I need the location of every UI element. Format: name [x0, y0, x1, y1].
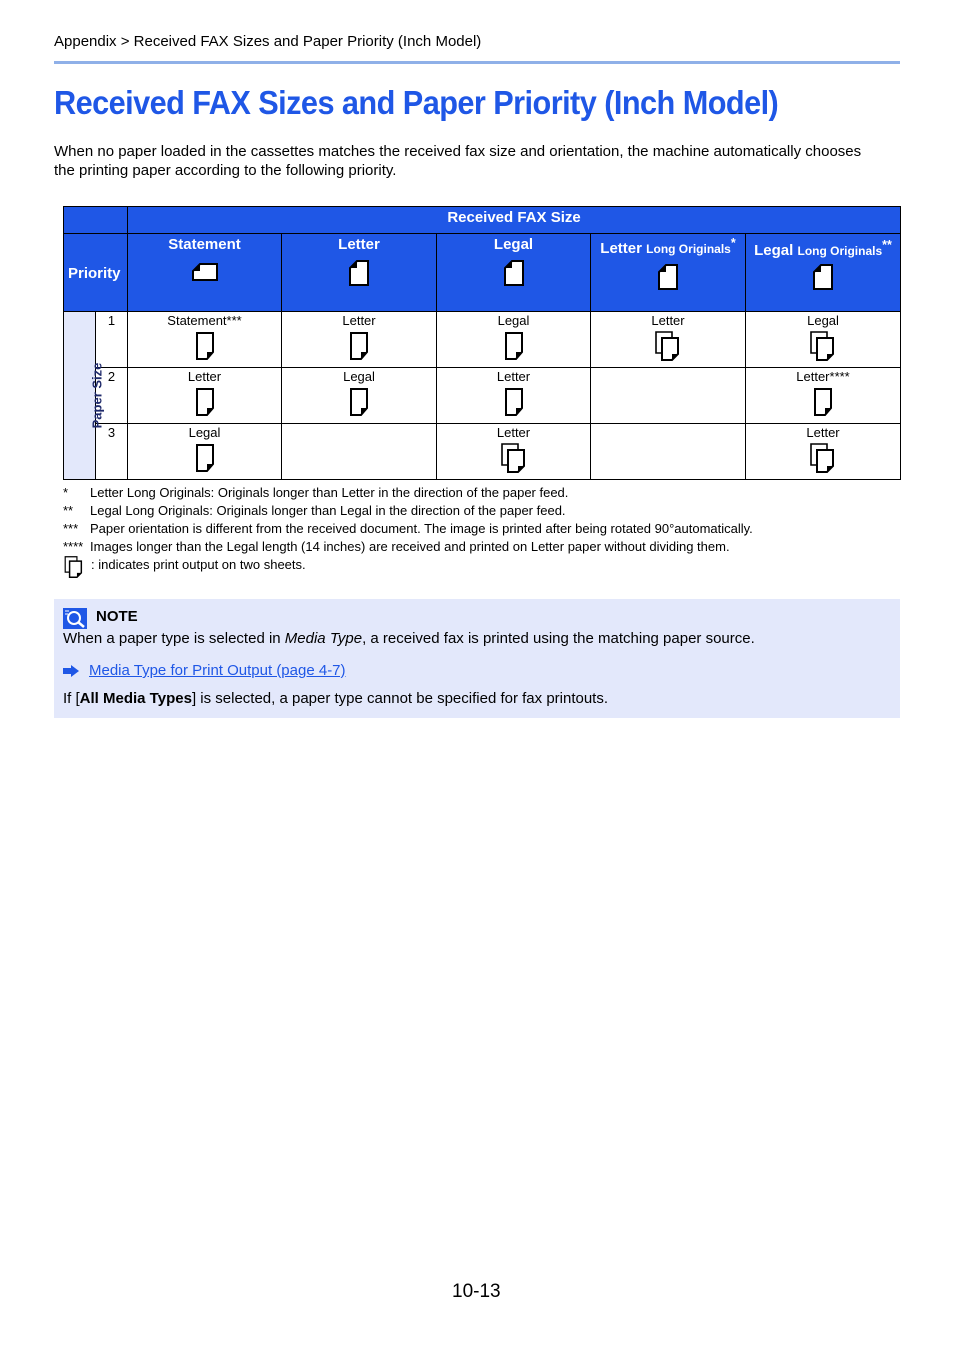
media-type-link[interactable]: Media Type for Print Output (page 4-7)	[89, 662, 346, 679]
table-cell-empty	[282, 424, 437, 480]
col-header-letter	[282, 234, 437, 312]
col-header-label: Legal Long Originals**	[754, 238, 892, 259]
footnote: **** Images longer than the Legal length (14 inches) are received and printed on Letter paper without dividing them.	[63, 539, 730, 554]
two-sheets-icon	[654, 331, 682, 361]
table-cell: Legal	[437, 312, 591, 368]
single-sheet-icon	[345, 387, 373, 417]
page-number: 10-13	[452, 1281, 501, 1302]
portrait-paper-icon	[501, 259, 527, 287]
single-sheet-icon	[191, 443, 219, 473]
single-sheet-icon	[191, 387, 219, 417]
landscape-paper-icon	[190, 261, 220, 283]
footnotes	[63, 484, 753, 583]
single-sheet-icon	[500, 331, 528, 361]
table-corner	[64, 207, 128, 234]
footnote: *** Paper orientation is different from the received document. The image is printed after being rotated 90°automatically.	[63, 521, 753, 536]
portrait-paper-icon	[346, 259, 372, 287]
note-heading: NOTE	[96, 608, 138, 625]
col-header-statement	[128, 234, 282, 312]
col-header-label: Statement	[168, 236, 241, 253]
col-header-label: Letter Long Originals*	[600, 236, 736, 257]
table-row	[64, 368, 901, 424]
priority-header: Priority	[64, 234, 128, 312]
note-link-row	[63, 662, 346, 679]
col-header-letter-long	[591, 234, 746, 312]
page-title: Received FAX Sizes and Paper Priority (Inch Model)	[54, 84, 779, 121]
table-cell: Letter	[746, 424, 901, 480]
two-sheets-icon	[63, 556, 85, 578]
header-rule	[54, 61, 900, 64]
table-cell: Letter	[437, 424, 591, 480]
col-header-label: Letter	[338, 236, 380, 253]
table-cell: Statement***	[128, 312, 282, 368]
priority-table	[63, 206, 901, 480]
col-header-legal	[437, 234, 591, 312]
arrow-right-icon	[63, 665, 79, 677]
breadcrumb: Appendix > Received FAX Sizes and Paper Priority (Inch Model)	[54, 33, 482, 50]
table-cell: Letter****	[746, 368, 901, 424]
table-cell-empty	[591, 424, 746, 480]
received-fax-size-header: Received FAX Size	[128, 207, 901, 234]
col-header-legal-long	[746, 234, 901, 312]
portrait-paper-icon	[810, 263, 836, 291]
col-header-label: Legal	[493, 236, 534, 253]
two-sheet-legend: : indicates print output on two sheets.	[63, 556, 753, 583]
single-sheet-icon	[345, 331, 373, 361]
table-cell: Legal	[746, 312, 901, 368]
footnote: * Letter Long Originals: Originals longer than Letter in the direction of the paper feed.	[63, 485, 569, 500]
note-box	[54, 599, 900, 718]
footnote: ** Legal Long Originals: Originals longer than Legal in the direction of the paper feed.	[63, 503, 566, 518]
intro-paragraph: When no paper loaded in the cassettes matches the received fax size and orientation, the machine automatically chooses the printing paper according to the following priority.	[54, 143, 862, 179]
two-sheets-icon	[809, 331, 837, 361]
table-cell: Letter	[128, 368, 282, 424]
two-sheets-icon	[500, 443, 528, 473]
paper-size-side-label: Paper Size	[64, 312, 96, 480]
table-cell: Letter	[591, 312, 746, 368]
single-sheet-icon	[191, 331, 219, 361]
note-icon	[63, 608, 87, 629]
single-sheet-icon	[809, 387, 837, 417]
portrait-paper-icon	[655, 263, 681, 291]
priority-number: 2	[96, 368, 128, 424]
table-cell: Letter	[437, 368, 591, 424]
table-row	[64, 312, 901, 368]
priority-number: 3	[96, 424, 128, 480]
table-row	[64, 424, 901, 480]
table-cell: Letter	[282, 312, 437, 368]
table-cell-empty	[591, 368, 746, 424]
table-cell: Legal	[128, 424, 282, 480]
table-cell: Legal	[282, 368, 437, 424]
two-sheets-icon	[809, 443, 837, 473]
note-text-2: If [All Media Types] is selected, a paper type cannot be specified for fax printouts.	[63, 690, 609, 707]
priority-number: 1	[96, 312, 128, 368]
single-sheet-icon	[500, 387, 528, 417]
note-text: When a paper type is selected in Media Type, a received fax is printed using the matching paper source.	[63, 630, 755, 647]
